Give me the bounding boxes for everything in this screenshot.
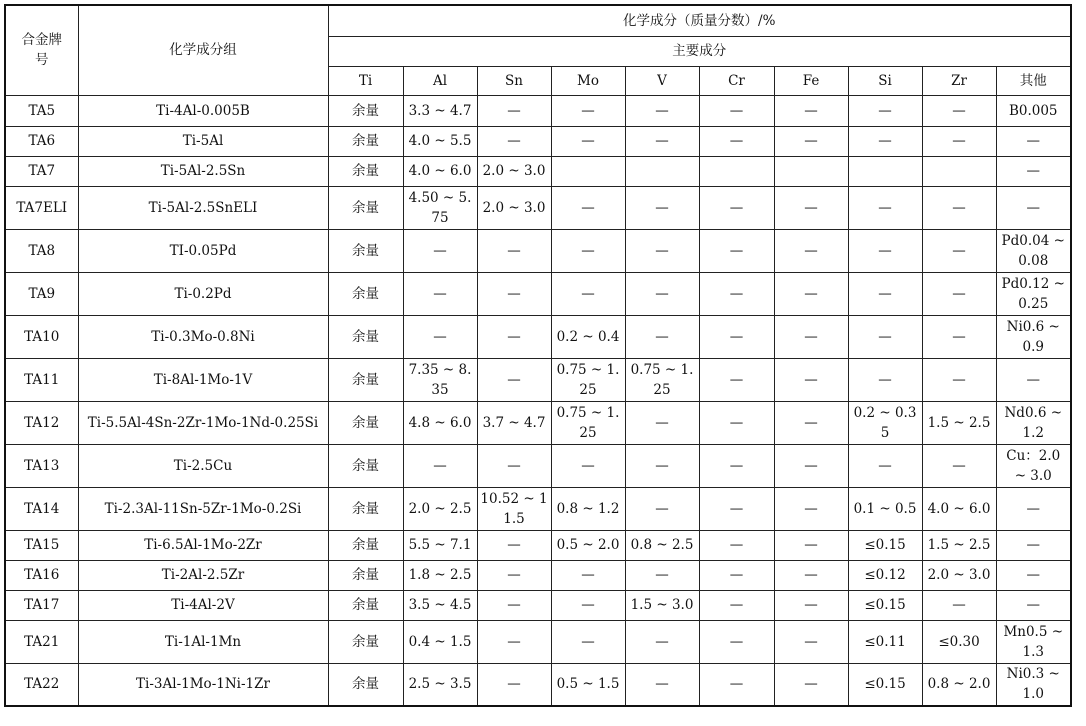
cell-alloy-grade: TA22 xyxy=(5,663,78,706)
cell-component-group: Ti-4Al-0.005B xyxy=(78,95,328,126)
cell-composition-value: — xyxy=(477,620,551,663)
cell-component-group: Ti-5Al xyxy=(78,126,328,156)
cell-composition-value: — xyxy=(477,229,551,272)
cell-composition-value: 2.0 ~ 2.5 xyxy=(403,487,477,530)
cell-alloy-grade: TA7 xyxy=(5,156,78,186)
cell-composition-value: 4.8 ~ 6.0 xyxy=(403,401,477,444)
cell-alloy-grade: TA16 xyxy=(5,560,78,590)
cell-composition-value: — xyxy=(996,590,1071,620)
cell-component-group: Ti-2Al-2.5Zr xyxy=(78,560,328,590)
cell-composition-value: — xyxy=(625,487,699,530)
table-body xyxy=(5,95,1071,706)
cell-alloy-grade: TA8 xyxy=(5,229,78,272)
cell-composition-value: — xyxy=(551,590,625,620)
cell-composition-value xyxy=(699,156,774,186)
cell-alloy-grade: TA5 xyxy=(5,95,78,126)
cell-composition-value: Ni0.3 ~ 1.0 xyxy=(996,663,1071,706)
header-element: Mo xyxy=(551,66,625,95)
cell-component-group: Ti-0.2Pd xyxy=(78,272,328,315)
cell-composition-value: — xyxy=(403,444,477,487)
cell-composition-value: — xyxy=(625,620,699,663)
cell-component-group: Ti-4Al-2V xyxy=(78,590,328,620)
cell-composition-value: — xyxy=(774,620,848,663)
cell-composition-value: 余量 xyxy=(328,444,403,487)
cell-composition-value: 余量 xyxy=(328,156,403,186)
cell-composition-value: — xyxy=(996,126,1071,156)
cell-composition-value: 余量 xyxy=(328,530,403,560)
table-row xyxy=(5,156,1071,186)
cell-composition-value: — xyxy=(774,126,848,156)
cell-composition-value: — xyxy=(848,95,922,126)
cell-component-group: Ti-3Al-1Mo-1Ni-1Zr xyxy=(78,663,328,706)
cell-composition-value xyxy=(625,156,699,186)
cell-composition-value: — xyxy=(848,126,922,156)
cell-composition-value xyxy=(551,156,625,186)
cell-composition-value: — xyxy=(477,560,551,590)
cell-composition-value: ≤0.12 xyxy=(848,560,922,590)
cell-alloy-grade: TA14 xyxy=(5,487,78,530)
cell-composition-value: — xyxy=(774,663,848,706)
cell-alloy-grade: TA9 xyxy=(5,272,78,315)
cell-alloy-grade: TA10 xyxy=(5,315,78,358)
cell-composition-value: — xyxy=(774,272,848,315)
cell-composition-value: — xyxy=(848,444,922,487)
cell-alloy-grade: TA15 xyxy=(5,530,78,560)
cell-composition-value: — xyxy=(551,272,625,315)
cell-composition-value: 余量 xyxy=(328,663,403,706)
cell-composition-value: 3.3 ~ 4.7 xyxy=(403,95,477,126)
cell-composition-value: — xyxy=(774,590,848,620)
header-element: Cr xyxy=(699,66,774,95)
cell-composition-value: — xyxy=(477,315,551,358)
cell-component-group: Ti-8Al-1Mo-1V xyxy=(78,358,328,401)
cell-composition-value: — xyxy=(996,186,1071,229)
cell-alloy-grade: TA13 xyxy=(5,444,78,487)
cell-composition-value: — xyxy=(699,487,774,530)
cell-composition-value: 4.0 ~ 6.0 xyxy=(403,156,477,186)
cell-composition-value: — xyxy=(551,444,625,487)
cell-composition-value: B0.005 xyxy=(996,95,1071,126)
cell-alloy-grade: TA21 xyxy=(5,620,78,663)
cell-composition-value: — xyxy=(774,186,848,229)
cell-composition-value: 2.0 ~ 3.0 xyxy=(922,560,996,590)
cell-composition-value: 2.5 ~ 3.5 xyxy=(403,663,477,706)
cell-composition-value: — xyxy=(774,315,848,358)
cell-composition-value: — xyxy=(551,126,625,156)
cell-composition-value: — xyxy=(848,358,922,401)
cell-component-group: TI-0.05Pd xyxy=(78,229,328,272)
cell-composition-value: — xyxy=(625,229,699,272)
cell-composition-value: — xyxy=(774,401,848,444)
cell-composition-value: — xyxy=(699,444,774,487)
cell-composition-value: 0.75 ~ 1.25 xyxy=(551,358,625,401)
cell-composition-value: — xyxy=(403,229,477,272)
cell-composition-value: 0.75 ~ 1.25 xyxy=(551,401,625,444)
cell-composition-value: 余量 xyxy=(328,401,403,444)
cell-composition-value: ≤0.11 xyxy=(848,620,922,663)
cell-composition-value: — xyxy=(625,444,699,487)
cell-composition-value: 余量 xyxy=(328,560,403,590)
header-element: V xyxy=(625,66,699,95)
cell-composition-value: — xyxy=(699,663,774,706)
cell-composition-value: — xyxy=(774,95,848,126)
cell-composition-value: — xyxy=(551,95,625,126)
cell-composition-value: — xyxy=(625,401,699,444)
table-row xyxy=(5,358,1071,401)
cell-composition-value: 0.8 ~ 2.0 xyxy=(922,663,996,706)
cell-composition-value: 余量 xyxy=(328,272,403,315)
cell-composition-value: — xyxy=(477,272,551,315)
cell-composition-value: — xyxy=(403,272,477,315)
cell-composition-value: — xyxy=(625,560,699,590)
cell-composition-value: 0.8 ~ 1.2 xyxy=(551,487,625,530)
cell-composition-value: — xyxy=(477,663,551,706)
titanium-alloy-composition-table xyxy=(4,4,1072,707)
cell-component-group: Ti-5Al-2.5SnELI xyxy=(78,186,328,229)
table-row xyxy=(5,401,1071,444)
cell-composition-value: 2.0 ~ 3.0 xyxy=(477,156,551,186)
cell-composition-value: 0.4 ~ 1.5 xyxy=(403,620,477,663)
cell-composition-value: Nd0.6 ~ 1.2 xyxy=(996,401,1071,444)
cell-composition-value: — xyxy=(477,95,551,126)
cell-composition-value: 4.0 ~ 5.5 xyxy=(403,126,477,156)
table-row xyxy=(5,229,1071,272)
cell-composition-value: 余量 xyxy=(328,126,403,156)
cell-composition-value: — xyxy=(774,444,848,487)
table-row xyxy=(5,272,1071,315)
cell-composition-value: — xyxy=(922,229,996,272)
cell-composition-value: 7.35 ~ 8.35 xyxy=(403,358,477,401)
cell-composition-value: — xyxy=(699,315,774,358)
cell-composition-value: ≤0.15 xyxy=(848,590,922,620)
cell-composition-value: — xyxy=(922,186,996,229)
cell-composition-value: — xyxy=(996,530,1071,560)
header-main-components: 主要成分 xyxy=(328,36,1071,66)
table-row xyxy=(5,186,1071,229)
table-row xyxy=(5,315,1071,358)
cell-composition-value: — xyxy=(699,358,774,401)
cell-composition-value: — xyxy=(774,560,848,590)
cell-alloy-grade: TA7ELI xyxy=(5,186,78,229)
cell-composition-value: — xyxy=(848,229,922,272)
cell-composition-value: 余量 xyxy=(328,186,403,229)
cell-composition-value: 1.5 ~ 3.0 xyxy=(625,590,699,620)
cell-composition-value: 4.50 ~ 5.75 xyxy=(403,186,477,229)
cell-composition-value: — xyxy=(922,95,996,126)
cell-composition-value: — xyxy=(996,487,1071,530)
table-row xyxy=(5,620,1071,663)
cell-composition-value: — xyxy=(551,186,625,229)
cell-composition-value: — xyxy=(922,358,996,401)
cell-composition-value: — xyxy=(699,186,774,229)
cell-composition-value: — xyxy=(922,315,996,358)
cell-composition-value: 0.1 ~ 0.5 xyxy=(848,487,922,530)
header-element: Zr xyxy=(922,66,996,95)
cell-composition-value: 余量 xyxy=(328,487,403,530)
table-row xyxy=(5,663,1071,706)
cell-composition-value: — xyxy=(551,620,625,663)
cell-composition-value: 余量 xyxy=(328,229,403,272)
cell-composition-value: — xyxy=(403,315,477,358)
table-row xyxy=(5,487,1071,530)
cell-composition-value xyxy=(922,156,996,186)
cell-component-group: Ti-1Al-1Mn xyxy=(78,620,328,663)
cell-composition-value: — xyxy=(996,358,1071,401)
header-row-1 xyxy=(5,5,1071,36)
cell-composition-value: — xyxy=(922,590,996,620)
cell-composition-value: — xyxy=(625,186,699,229)
cell-composition-value: — xyxy=(699,401,774,444)
cell-component-group: Ti-5.5Al-4Sn-2Zr-1Mo-1Nd-0.25Si xyxy=(78,401,328,444)
cell-composition-value xyxy=(848,156,922,186)
cell-composition-value: 3.7 ~ 4.7 xyxy=(477,401,551,444)
table-row xyxy=(5,560,1071,590)
cell-composition-value: — xyxy=(477,590,551,620)
cell-composition-value: — xyxy=(996,560,1071,590)
cell-composition-value: 3.5 ~ 4.5 xyxy=(403,590,477,620)
cell-composition-value: Pd0.04 ~ 0.08 xyxy=(996,229,1071,272)
cell-composition-value: — xyxy=(699,560,774,590)
cell-composition-value: Pd0.12 ~ 0.25 xyxy=(996,272,1071,315)
cell-composition-value: ≤0.15 xyxy=(848,530,922,560)
cell-composition-value: — xyxy=(922,444,996,487)
cell-component-group: Ti-5Al-2.5Sn xyxy=(78,156,328,186)
cell-composition-value: — xyxy=(996,156,1071,186)
cell-composition-value: — xyxy=(774,530,848,560)
header-element: Ti xyxy=(328,66,403,95)
header-alloy-grade: 合金牌号 xyxy=(5,5,78,95)
table-row xyxy=(5,95,1071,126)
table-row xyxy=(5,126,1071,156)
cell-composition-value: 0.8 ~ 2.5 xyxy=(625,530,699,560)
cell-composition-value: — xyxy=(477,444,551,487)
cell-alloy-grade: TA17 xyxy=(5,590,78,620)
header-composition-title: 化学成分（质量分数）/% xyxy=(328,5,1071,36)
cell-composition-value: — xyxy=(774,487,848,530)
cell-composition-value: 0.5 ~ 1.5 xyxy=(551,663,625,706)
header-element: Sn xyxy=(477,66,551,95)
table-row xyxy=(5,444,1071,487)
cell-composition-value: — xyxy=(625,126,699,156)
header-component-group: 化学成分组 xyxy=(78,5,328,95)
cell-composition-value: — xyxy=(551,229,625,272)
cell-composition-value: — xyxy=(625,663,699,706)
cell-composition-value: 余量 xyxy=(328,358,403,401)
cell-composition-value: Cu：2.0 ~ 3.0 xyxy=(996,444,1071,487)
cell-composition-value: — xyxy=(477,126,551,156)
cell-composition-value: — xyxy=(699,229,774,272)
cell-composition-value: ≤0.15 xyxy=(848,663,922,706)
header-element: Al xyxy=(403,66,477,95)
cell-composition-value: — xyxy=(625,315,699,358)
cell-composition-value: — xyxy=(848,272,922,315)
cell-composition-value: — xyxy=(625,95,699,126)
cell-composition-value: 1.5 ~ 2.5 xyxy=(922,530,996,560)
cell-composition-value: — xyxy=(774,358,848,401)
cell-component-group: Ti-0.3Mo-0.8Ni xyxy=(78,315,328,358)
cell-composition-value: 余量 xyxy=(328,590,403,620)
cell-alloy-grade: TA6 xyxy=(5,126,78,156)
cell-alloy-grade: TA11 xyxy=(5,358,78,401)
cell-composition-value: — xyxy=(477,358,551,401)
cell-composition-value: 0.2 ~ 0.35 xyxy=(848,401,922,444)
cell-composition-value: — xyxy=(922,272,996,315)
cell-composition-value: 0.2 ~ 0.4 xyxy=(551,315,625,358)
cell-composition-value: — xyxy=(848,186,922,229)
header-element: Fe xyxy=(774,66,848,95)
cell-composition-value: 2.0 ~ 3.0 xyxy=(477,186,551,229)
table-row xyxy=(5,590,1071,620)
cell-component-group: Ti-2.3Al-11Sn-5Zr-1Mo-0.2Si xyxy=(78,487,328,530)
cell-composition-value: — xyxy=(922,126,996,156)
cell-composition-value: — xyxy=(551,560,625,590)
cell-composition-value: 5.5 ~ 7.1 xyxy=(403,530,477,560)
cell-composition-value: 0.75 ~ 1.25 xyxy=(625,358,699,401)
table-row xyxy=(5,530,1071,560)
cell-composition-value: 余量 xyxy=(328,95,403,126)
header-element: 其他 xyxy=(996,66,1071,95)
cell-composition-value: — xyxy=(699,590,774,620)
cell-composition-value: — xyxy=(699,126,774,156)
cell-composition-value: — xyxy=(848,315,922,358)
cell-composition-value: — xyxy=(699,620,774,663)
cell-composition-value: 10.52 ~ 11.5 xyxy=(477,487,551,530)
cell-composition-value xyxy=(774,156,848,186)
cell-composition-value: 1.5 ~ 2.5 xyxy=(922,401,996,444)
cell-composition-value: 4.0 ~ 6.0 xyxy=(922,487,996,530)
cell-composition-value: — xyxy=(699,272,774,315)
cell-composition-value: — xyxy=(774,229,848,272)
cell-composition-value: — xyxy=(477,530,551,560)
cell-composition-value: ≤0.30 xyxy=(922,620,996,663)
cell-composition-value: 余量 xyxy=(328,315,403,358)
composition-table-container xyxy=(4,4,1072,707)
cell-alloy-grade: TA12 xyxy=(5,401,78,444)
cell-composition-value: — xyxy=(625,272,699,315)
cell-composition-value: — xyxy=(699,95,774,126)
cell-composition-value: 余量 xyxy=(328,620,403,663)
header-element: Si xyxy=(848,66,922,95)
cell-component-group: Ti-6.5Al-1Mo-2Zr xyxy=(78,530,328,560)
cell-composition-value: 1.8 ~ 2.5 xyxy=(403,560,477,590)
cell-composition-value: — xyxy=(699,530,774,560)
cell-composition-value: Mn0.5 ~ 1.3 xyxy=(996,620,1071,663)
cell-composition-value: 0.5 ~ 2.0 xyxy=(551,530,625,560)
cell-component-group: Ti-2.5Cu xyxy=(78,444,328,487)
cell-composition-value: Ni0.6 ~ 0.9 xyxy=(996,315,1071,358)
